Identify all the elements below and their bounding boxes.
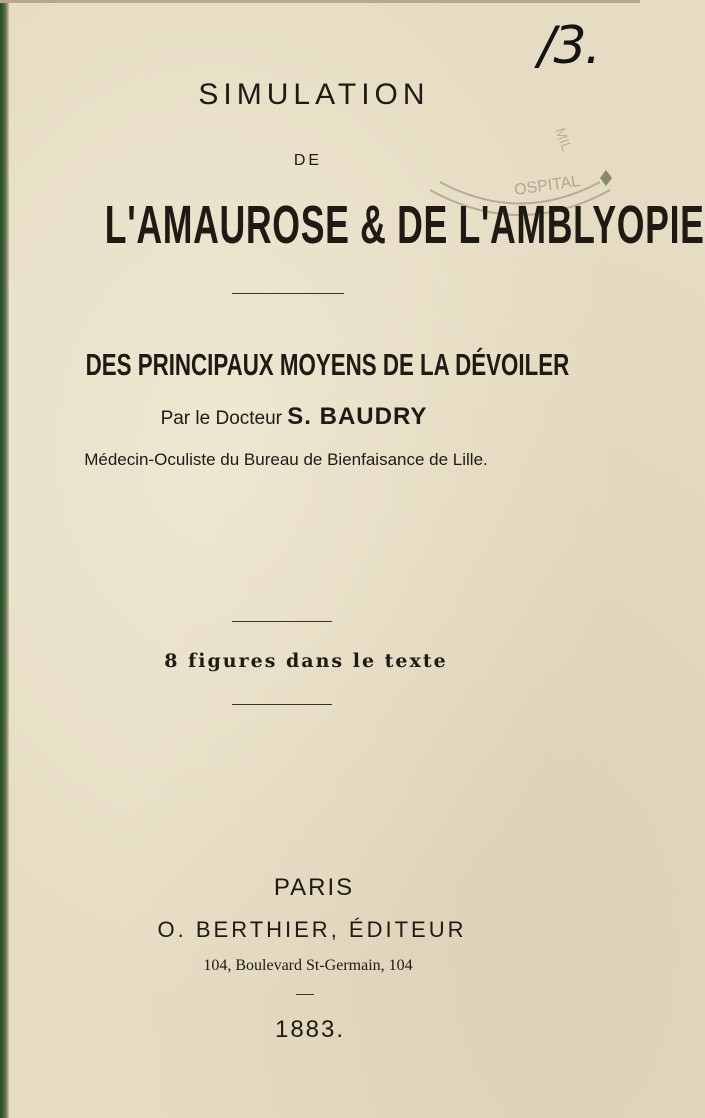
author-name: S. BAUDRY: [287, 403, 428, 430]
imprint-year: 1883.: [274, 1016, 346, 1043]
title-line-1: SIMULATION: [198, 78, 430, 111]
author-prefix: Par le Docteur: [160, 408, 283, 429]
title-line-2: DE: [293, 152, 323, 169]
divider-rule-4: [296, 994, 314, 995]
svg-text:OSPITAL: OSPITAL: [513, 172, 582, 199]
title-line-3: L'AMAUROSE & DE L'AMBLYOPIE: [104, 195, 705, 255]
divider-rule-2: [232, 621, 332, 622]
imprint-publisher: O. BERTHIER, ÉDITEUR: [157, 917, 467, 942]
figures-note: 8 figures dans le texte: [164, 650, 448, 672]
author-line: [0, 403, 614, 431]
svg-text:MIL: MIL: [552, 125, 576, 153]
page-top-edge: [0, 0, 640, 3]
divider-rule-3: [232, 704, 332, 705]
author-affiliation: Médecin-Oculiste du Bureau de Bienfaisance de Lille.: [84, 450, 488, 469]
divider-rule-1: [232, 293, 344, 294]
imprint-address: 104, Boulevard St-Germain, 104: [203, 957, 413, 974]
imprint-city: PARIS: [273, 874, 355, 901]
page-number: /3.: [538, 16, 600, 76]
subtitle: DES PRINCIPAUX MOYENS DE LA DÉVOILER: [85, 347, 570, 382]
